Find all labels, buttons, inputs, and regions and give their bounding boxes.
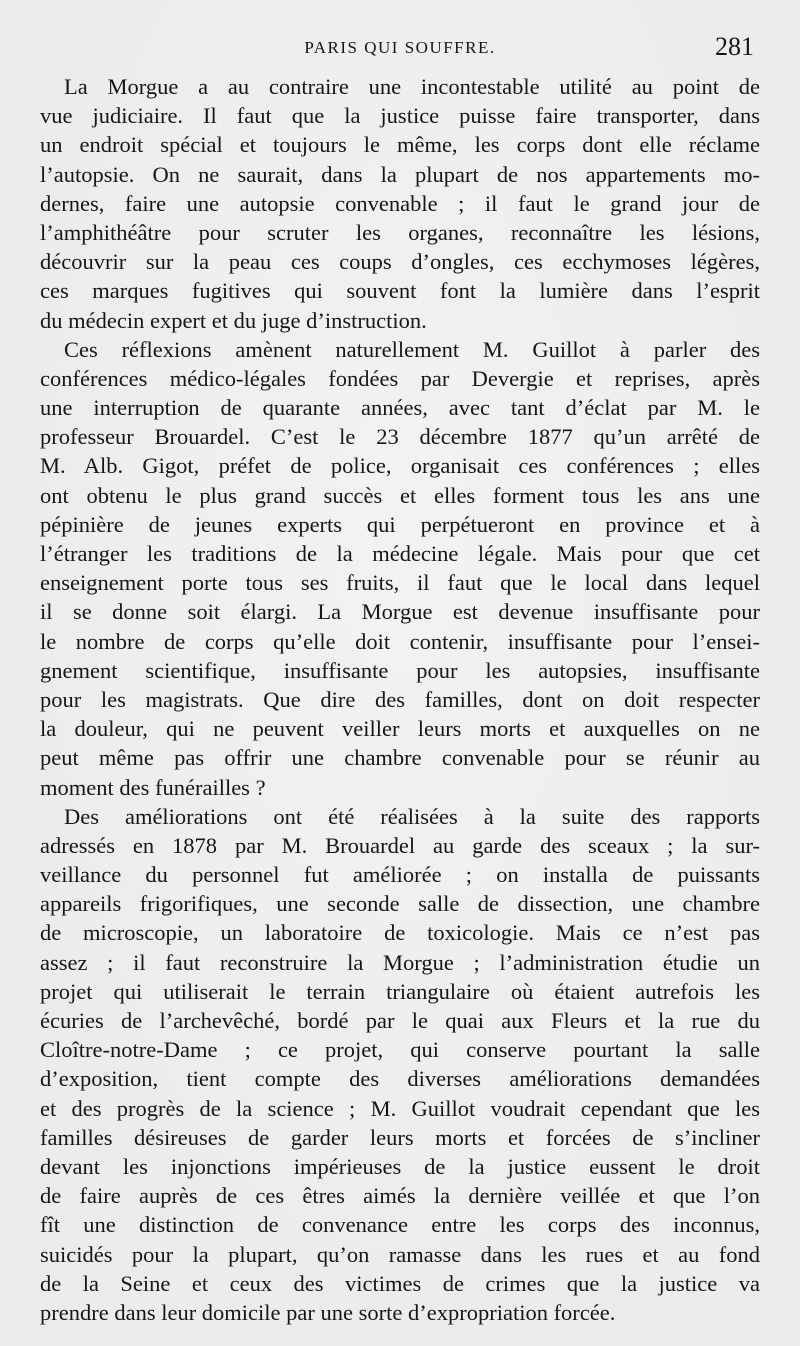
text-line: la douleur, qui ne peuvent veiller leurs morts et auxquelles on ne <box>40 716 760 742</box>
text-line: le nombre de corps qu’elle doit contenir, insuffisante pour l’ensei- <box>40 628 760 654</box>
running-head <box>40 32 760 62</box>
text-line: Cloître-notre-Dame ; ce projet, qui conserve pourtant la salle <box>40 1037 760 1063</box>
text-line: du médecin expert et du juge d’instruction. <box>40 307 427 333</box>
text-line: ces marques fugitives qui souvent font la lumière dans l’esprit <box>40 278 760 304</box>
paragraph <box>40 335 760 802</box>
text-line: gnement scientifique, insuffisante pour les autopsies, insuffisante <box>40 657 760 683</box>
text-line: un endroit spécial et toujours le même, les corps dont elle réclame <box>40 132 760 158</box>
text-line: Ces réflexions amènent naturellement M. Guillot à parler des <box>64 336 760 362</box>
text-line: Des améliorations ont été réalisées à la suite des rapports <box>64 803 760 829</box>
body-text <box>40 72 760 1327</box>
text-line: il se donne soit élargi. La Morgue est devenue insuffisante pour <box>40 599 760 625</box>
text-line: de la Seine et ceux des victimes de crimes que la justice va <box>40 1270 760 1296</box>
text-line: adressés en 1878 par M. Brouardel au garde des sceaux ; la sur- <box>40 832 760 858</box>
paragraph <box>40 802 760 1327</box>
text-line: assez ; il faut reconstruire la Morgue ; l’administration étudie un <box>40 949 760 975</box>
text-line: projet qui utiliserait le terrain triangulaire où étaient autrefois les <box>40 978 760 1004</box>
text-line: peut même pas offrir une chambre convenable pour se réunir au <box>40 745 760 771</box>
text-line: M. Alb. Gigot, préfet de police, organisait ces conférences ; elles <box>40 453 760 479</box>
text-line: prendre dans leur domicile par une sorte d’expropriation forcée. <box>40 1299 616 1325</box>
text-line: écuries de l’archevêché, bordé par le quai aux Fleurs et la rue du <box>40 1008 760 1033</box>
text-line: de microscopie, un laboratoire de toxicologie. Mais ce n’est pas <box>40 920 760 946</box>
text-line: moment des funérailles ? <box>40 774 266 800</box>
text-line: l’autopsie. On ne saurait, dans la plupart de nos appartements mo- <box>40 161 760 187</box>
text-line: pour les magistrats. Que dire des familles, dont on doit respecter <box>40 686 760 712</box>
text-line: dernes, faire une autopsie convenable ; il faut le grand jour de <box>40 190 760 216</box>
running-title: PARIS QUI SOUFFRE. <box>304 38 496 57</box>
text-line: vue judiciaire. Il faut que la justice puisse faire transporter, dans <box>40 103 760 129</box>
text-line: et des progrès de la science ; M. Guillot voudrait cependant que les <box>40 1095 760 1121</box>
text-line: ont obtenu le plus grand succès et elles forment tous les ans une <box>40 482 760 508</box>
page-number: 281 <box>715 32 754 61</box>
text-line: une interruption de quarante années, avec tant d’éclat par M. le <box>40 395 760 421</box>
text-line: l’amphithéâtre pour scruter les organes, reconnaître les lésions, <box>40 219 760 245</box>
text-line: conférences médico-légales fondées par Devergie et reprises, après <box>40 365 760 391</box>
text-line: d’exposition, tient compte des diverses améliorations demandées <box>40 1066 760 1092</box>
text-line: enseignement porte tous ses fruits, il faut que le local dans lequel <box>40 570 760 596</box>
text-line: pépinière de jeunes experts qui perpétueront en province et à <box>40 511 760 537</box>
text-line: professeur Brouardel. C’est le 23 décembre 1877 qu’un arrêté de <box>40 424 760 450</box>
text-line: devant les injonctions impérieuses de la justice eussent le droit <box>40 1153 760 1179</box>
text-line: l’étranger les traditions de la médecine légale. Mais pour que cet <box>40 541 760 566</box>
paragraph <box>40 72 760 335</box>
text-line: de faire auprès de ces êtres aimés la dernière veillée et que l’on <box>40 1183 760 1209</box>
text-line: découvrir sur la peau ces coups d’ongles, ces ecchymoses légères, <box>40 249 760 275</box>
text-line: La Morgue a au contraire une incontestable utilité au point de <box>64 74 760 99</box>
text-line: suicidés pour la plupart, qu’on ramasse dans les rues et au fond <box>40 1241 760 1267</box>
text-line: fît une distinction de convenance entre les corps des inconnus, <box>40 1212 760 1238</box>
text-line: familles désireuses de garder leurs morts et forcées de s’incliner <box>40 1124 760 1150</box>
text-line: veillance du personnel fut améliorée ; on installa de puissants <box>40 862 760 888</box>
text-line: appareils frigorifiques, une seconde salle de dissection, une chambre <box>40 891 760 917</box>
